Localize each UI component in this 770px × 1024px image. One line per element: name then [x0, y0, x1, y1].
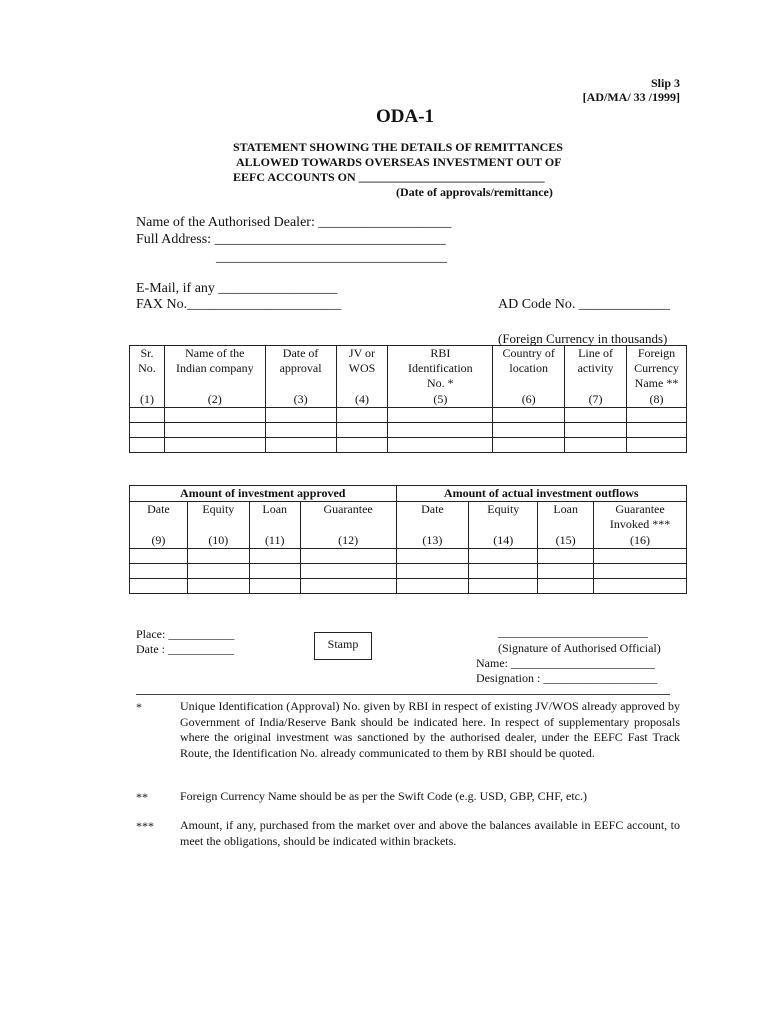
- remittance-details-table: [129, 345, 687, 453]
- table-row: [130, 423, 687, 438]
- column-number: (8): [627, 392, 687, 408]
- ad-code-field: AD Code No. _____________: [498, 297, 670, 312]
- slip-circular-ref: [AD/MA/ 33 /1999]: [582, 90, 680, 104]
- footnote-mark: *: [136, 700, 142, 714]
- header-date-of-approval: Date of approval: [265, 346, 336, 392]
- column-number: (10): [187, 533, 249, 549]
- column-number: (9): [130, 533, 188, 549]
- signature-line: _________________________: [498, 625, 648, 639]
- slip-number: Slip 3: [650, 76, 680, 90]
- full-address-field: Full Address: _________________________________: [136, 232, 446, 247]
- stamp-box: Stamp: [314, 632, 372, 660]
- header-jv-or-wos: JV or WOS: [336, 346, 388, 392]
- table-row: [130, 549, 687, 564]
- footnote-mark: ***: [136, 819, 154, 833]
- header-rbi-identification: RBI Identification No. *: [388, 346, 493, 392]
- date-field: Date : ___________: [136, 642, 234, 656]
- header-outflow-loan: Loan: [538, 502, 594, 533]
- statement-line-3: EEFC ACCOUNTS ON _______________________________: [233, 170, 545, 184]
- header-foreign-currency-name: Foreign Currency Name **: [627, 346, 687, 392]
- header-approved-guarantee: Guarantee: [300, 502, 396, 533]
- column-number: (5): [388, 392, 493, 408]
- statement-line-2: ALLOWED TOWARDS OVERSEAS INVESTMENT OUT OF: [236, 155, 562, 169]
- email-field: E-Mail, if any _________________: [136, 281, 338, 296]
- header-line-of-activity: Line of activity: [565, 346, 627, 392]
- currency-note: (Foreign Currency in thousands): [498, 331, 668, 346]
- column-number: (12): [300, 533, 396, 549]
- column-number: (16): [594, 533, 687, 549]
- form-title: ODA-1: [375, 106, 435, 127]
- table-row: [130, 564, 687, 579]
- signature-label: (Signature of Authorised Official): [498, 641, 661, 655]
- designation-field: Designation : ___________________: [476, 671, 658, 685]
- header-approved-loan: Loan: [249, 502, 300, 533]
- column-number: (1): [130, 392, 165, 408]
- statement-line-1: STATEMENT SHOWING THE DETAILS OF REMITTANCES: [233, 140, 563, 154]
- column-number: (4): [336, 392, 388, 408]
- column-number: (11): [249, 533, 300, 549]
- column-number: (2): [164, 392, 265, 408]
- column-number: (6): [493, 392, 565, 408]
- column-number: (7): [565, 392, 627, 408]
- address-continuation: _________________________________: [216, 250, 447, 265]
- slip-reference: [583, 76, 680, 104]
- investment-amounts-table: [129, 485, 687, 594]
- header-sr-no: Sr. No.: [130, 346, 165, 392]
- footnote-brackets: Amount, if any, purchased from the market over and above the balances available in EEFC account, to meet the obligations, should be indicated within brackets.: [180, 818, 680, 848]
- place-field: Place: ___________: [136, 627, 235, 641]
- fax-field: FAX No.______________________: [136, 297, 342, 312]
- column-number: (14): [469, 533, 538, 549]
- header-guarantee-invoked: Guarantee Invoked ***: [594, 502, 687, 533]
- name-field: Name: ________________________: [476, 656, 655, 670]
- header-outflow-date: Date: [396, 502, 469, 533]
- column-number: (13): [396, 533, 469, 549]
- footnote-mark: **: [136, 790, 148, 804]
- header-outflow-equity: Equity: [469, 502, 538, 533]
- group-actual-outflows: Amount of actual investment outflows: [396, 486, 686, 502]
- column-number: (15): [538, 533, 594, 549]
- header-approved-date: Date: [130, 502, 188, 533]
- table-row: [130, 579, 687, 594]
- header-approved-equity: Equity: [187, 502, 249, 533]
- dealer-name-field: Name of the Authorised Dealer: ___________________: [136, 215, 452, 230]
- header-indian-company: Name of the Indian company: [164, 346, 265, 392]
- footnote-identification: Unique Identification (Approval) No. given by RBI in respect of existing JV/WOS already approved by Government of India/Reserve Bank should be indicated here. In respect of supplementary proposals where the original investment was sanctioned by the authorised dealer, under the EEFC Fast Track Route, the Identification No. already communicated to them by RBI should be quoted.: [180, 699, 680, 760]
- statement-date-label: (Date of approvals/remittance): [396, 185, 553, 199]
- footnote-currency-name: Foreign Currency Name should be as per the Swift Code (e.g. USD, GBP, CHF, etc.): [180, 789, 587, 803]
- table-row: [130, 408, 687, 423]
- group-investment-approved: Amount of investment approved: [130, 486, 397, 502]
- footnote-divider: [136, 694, 670, 695]
- table-row: [130, 438, 687, 453]
- column-number: (3): [265, 392, 336, 408]
- header-country-of-location: Country of location: [493, 346, 565, 392]
